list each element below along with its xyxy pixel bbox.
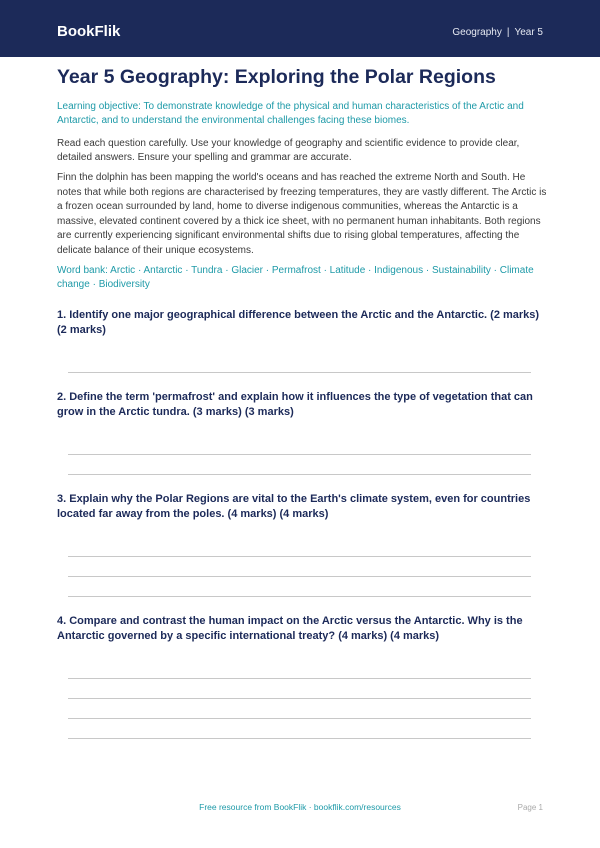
answer-line[interactable] bbox=[68, 576, 531, 577]
answer-line[interactable] bbox=[68, 678, 531, 679]
answer-line[interactable] bbox=[68, 738, 531, 739]
answer-line[interactable] bbox=[68, 718, 531, 719]
page-title: Year 5 Geography: Exploring the Polar Regions bbox=[57, 66, 496, 88]
answer-line[interactable] bbox=[68, 556, 531, 557]
learning-objective: Learning objective: To demonstrate knowledge of the physical and human characteristics of the Arctic and Antarctic, and to understand the environmental challenges facing these biomes. bbox=[57, 101, 524, 126]
question-4: 4. Compare and contrast the human impact on the Arctic versus the Antarctic. Why is the Antarctic governed by a specific international treaty? (4 marks) (4 marks) bbox=[57, 615, 523, 642]
question-3: 3. Explain why the Polar Regions are vital to the Earth's climate system, even for countries located far away from the poles. (4 marks) (4 marks) bbox=[57, 493, 531, 520]
footer-credit: Free resource from BookFlik · bookflik.com/resources bbox=[199, 802, 401, 812]
reading-passage: Finn the dolphin has been mapping the world's oceans and has reached the extreme North and South. He notes that while both regions are characterised by freezing temperatures, they are vastly different. The Arctic is a frozen ocean surrounded by land, home to diverse indigenous communities, whereas the Antarctic is a massive, elevated continent covered by a thick ice sheet, with no permanent human inhabitants. Both regions are currently experiencing significant environmental shifts due to rising global temperatures, affecting the delicate balance of their unique ecosystems. bbox=[57, 172, 547, 256]
subject-label: Geography bbox=[452, 27, 502, 38]
question-2: 2. Define the term 'permafrost' and explain how it influences the type of vegetation that can grow in the Arctic tundra. (3 marks) (3 marks) bbox=[57, 391, 533, 418]
brand-logo: BookFlik bbox=[57, 23, 121, 40]
instructions: Read each question carefully. Use your knowledge of geography and scientific evidence to provide clear, detailed answers. Ensure your spelling and grammar are accurate. bbox=[57, 138, 520, 163]
answer-line[interactable] bbox=[68, 698, 531, 699]
year-label: Year 5 bbox=[514, 27, 543, 38]
answer-line[interactable] bbox=[68, 474, 531, 475]
answer-line[interactable] bbox=[68, 454, 531, 455]
word-bank: Word bank: Arctic · Antarctic · Tundra · Glacier · Permafrost · Latitude · Indigenous · Sustainability · Climate change · Biodiversity bbox=[57, 265, 534, 290]
breadcrumb bbox=[452, 27, 543, 39]
answer-line[interactable] bbox=[68, 596, 531, 597]
breadcrumb-separator: | bbox=[506, 27, 510, 38]
answer-line[interactable] bbox=[68, 372, 531, 373]
page-number: Page 1 bbox=[517, 803, 543, 812]
header-bar bbox=[0, 0, 600, 57]
question-1: 1. Identify one major geographical difference between the Arctic and the Antarctic. (2 marks) (2 marks) bbox=[57, 309, 540, 336]
